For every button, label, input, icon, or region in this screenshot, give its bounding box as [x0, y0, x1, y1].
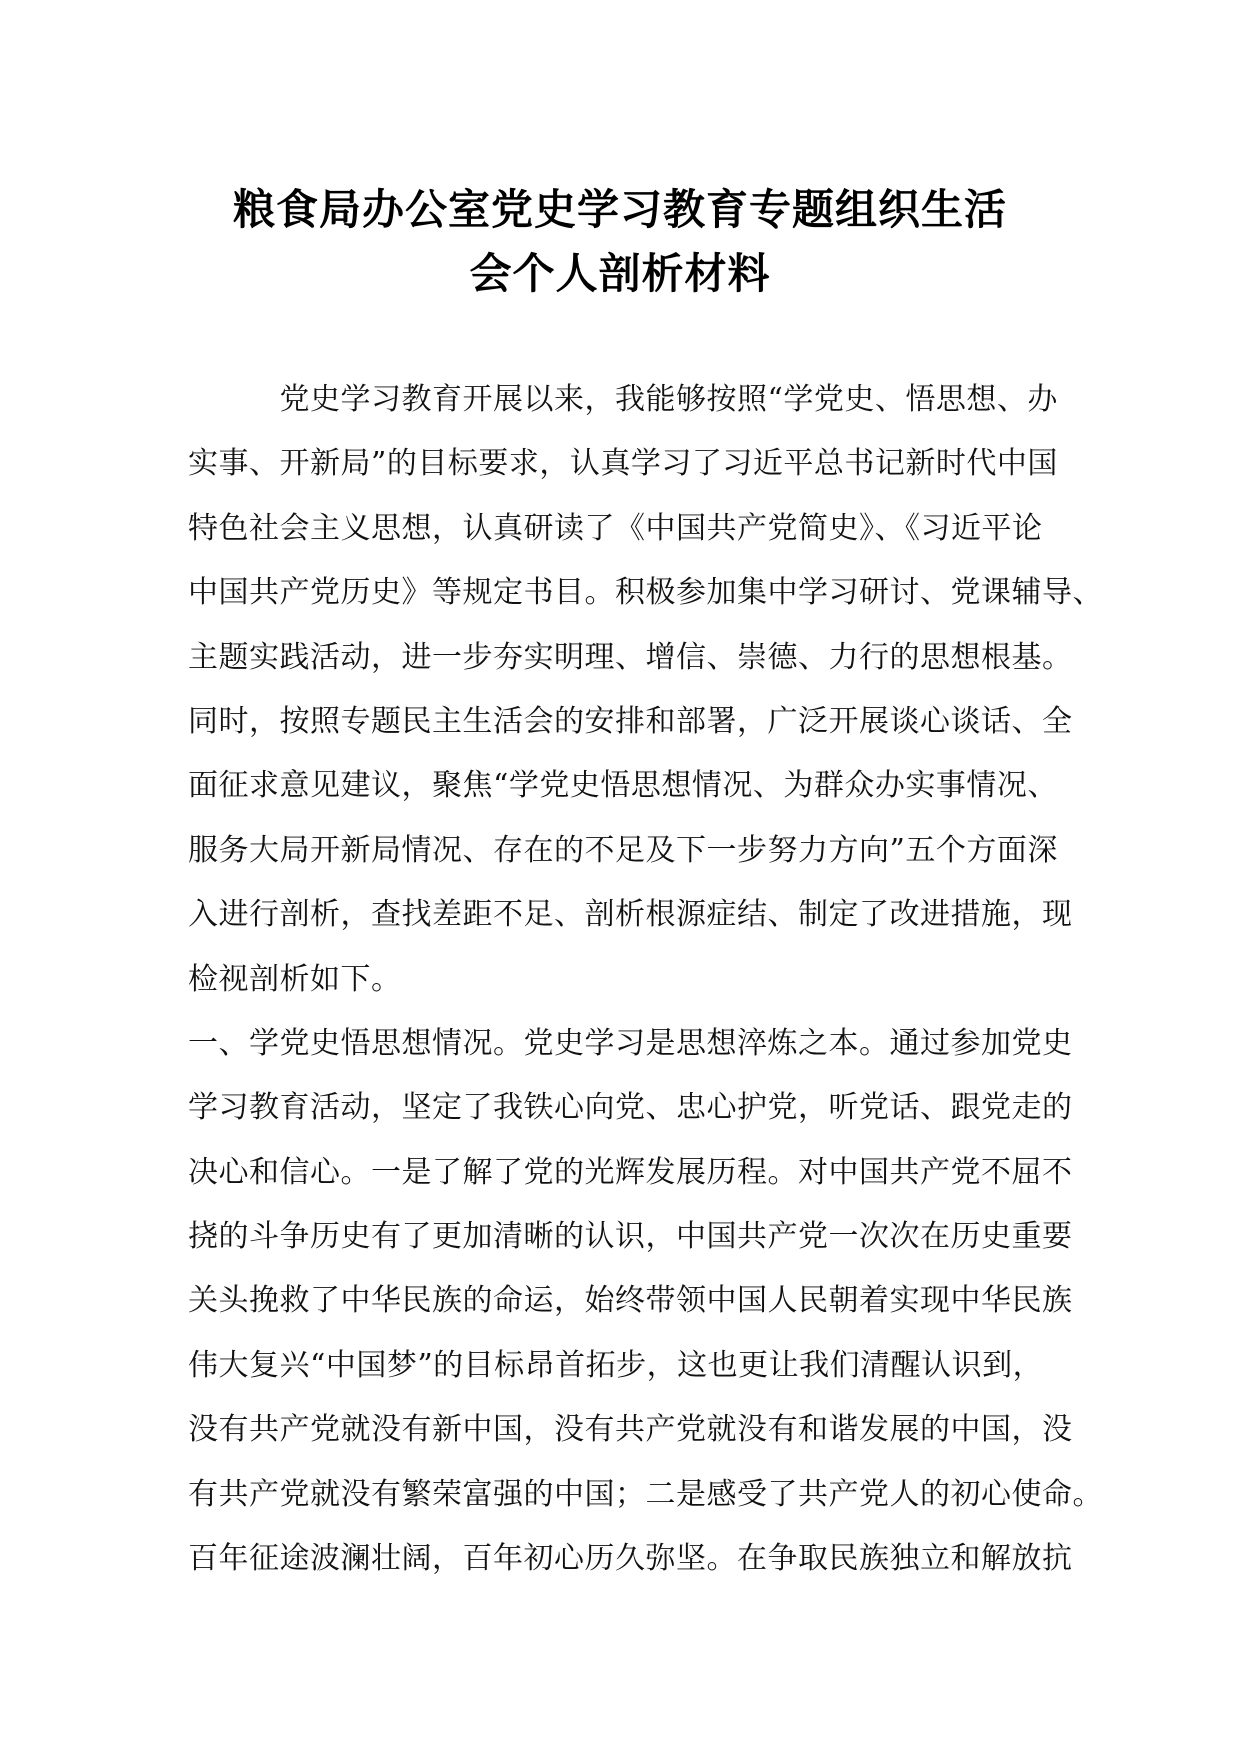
body-line: 实事、开新局”的目标要求，认真学习了习近平总书记新时代中国	[188, 446, 1058, 482]
body-line: 检视剖析如下。	[188, 961, 402, 997]
body-line: 中国共产党历史》等规定书目。积极参加集中学习研讨、党课辅导、	[188, 575, 1103, 611]
section-heading-line: 一、学党史悟思想情况。党史学习是思想淬炼之本。通过参加党史	[188, 1025, 1073, 1061]
body-line: 服务大局开新局情况、存在的不足及下一步努力方向”五个方面深	[188, 832, 1058, 868]
body-line: 有共产党就没有繁荣富强的中国；二是感受了共产党人的初心使命。	[188, 1476, 1103, 1512]
body-line: 百年征途波澜壮阔，百年初心历久弥坚。在争取民族独立和解放抗	[188, 1541, 1073, 1577]
body-line: 主题实践活动，进一步夯实明理、增信、崇德、力行的思想根基。	[188, 639, 1073, 675]
body-line: 同时，按照专题民主生活会的安排和部署，广泛开展谈心谈话、全	[188, 703, 1073, 739]
body-line: 没有共产党就没有新中国，没有共产党就没有和谐发展的中国，没	[188, 1412, 1073, 1448]
body-line: 挠的斗争历史有了更加清晰的认识，中国共产党一次次在历史重要	[188, 1219, 1073, 1255]
body-line: 党史学习教育开展以来，我能够按照“学党史、悟思想、办	[188, 382, 1058, 417]
title-line-2: 会个人剖析材料	[469, 249, 771, 298]
title-line-1: 粮食局办公室党史学习教育专题组织生活	[232, 185, 1007, 234]
body-line: 伟大复兴“中国梦”的目标昂首拓步，这也更让我们清醒认识到，	[188, 1347, 1044, 1383]
body-line: 特色社会主义思想，认真研读了《中国共产党简史》、《习近平论	[188, 510, 1043, 546]
body-line: 学习教育活动，坚定了我铁心向党、忠心护党，听党话、跟党走的	[188, 1090, 1073, 1126]
document-title	[0, 178, 1240, 306]
body-line: 关头挽救了中华民族的命运，始终带领中国人民朝着实现中华民族	[188, 1283, 1073, 1319]
body-line: 入进行剖析，查找差距不足、剖析根源症结、制定了改进措施，现	[188, 897, 1073, 933]
body-line: 面征求意见建议，聚焦“学党史悟思想情况、为群众办实事情况、	[188, 768, 1058, 804]
body-line: 决心和信心。一是了解了党的光辉发展历程。对中国共产党不屈不	[188, 1154, 1073, 1190]
document-body	[188, 368, 1103, 1591]
